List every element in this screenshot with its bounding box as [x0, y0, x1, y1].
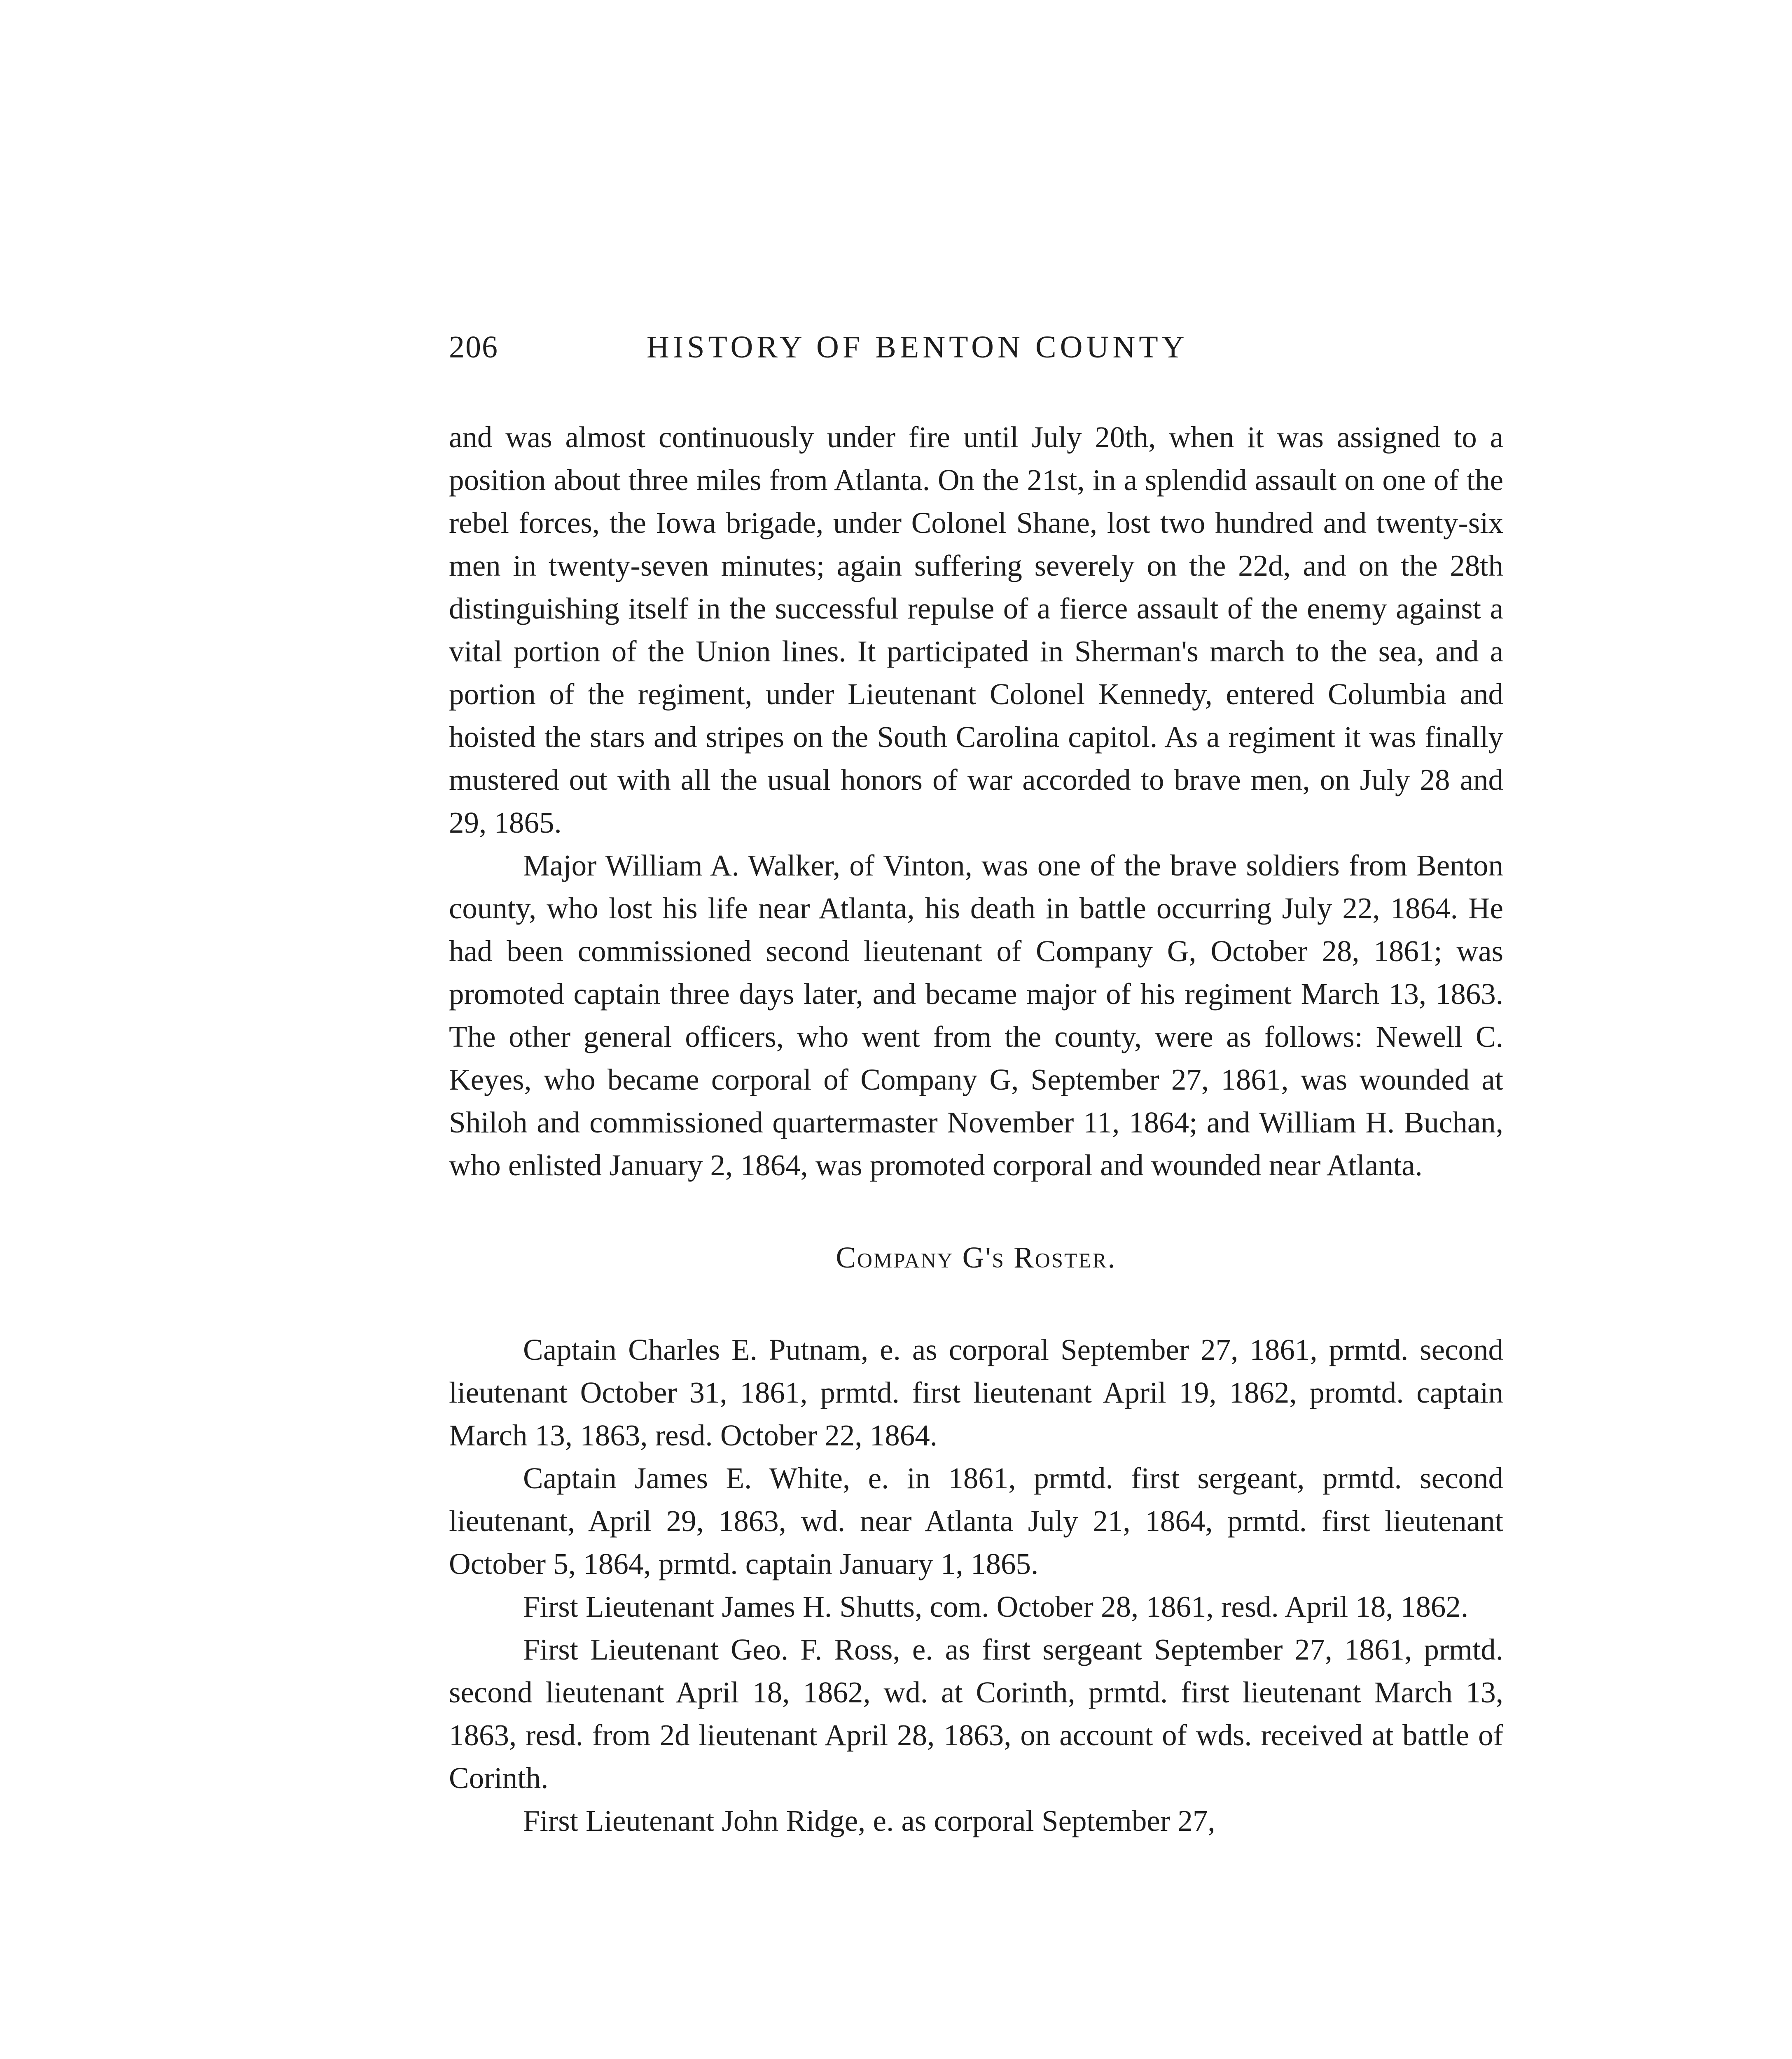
page-body [449, 416, 1503, 1842]
roster-entry: First Lieutenant Geo. F. Ross, e. as first sergeant September 27, 1861, prmtd. second lieutenant April 18, 1862, wd. at Corinth, prmtd. first lieutenant March 13, 1863, resd. from 2d lieutenant April 28, 1863, on account of wds. received at battle of Corinth. [449, 1633, 1503, 1795]
roster-entry: First Lieutenant James H. Shutts, com. October 28, 1861, resd. April 18, 1862. [523, 1590, 1469, 1623]
page-number: 206 [449, 330, 498, 364]
running-title: HISTORY OF BENTON COUNTY [647, 330, 1188, 364]
walker-paragraph: Major William A. Walker, of Vinton, was one of the brave soldiers from Benton county, who lost his life near Atlanta, his death in battle occurring July 22, 1864. He had been commissioned second lieutenant of Company G, October 28, 1861; was promoted captain three days later, and became major of his regiment March 13, 1863. The other general officers, who went from the county, were as follows: Newell C. Keyes, who became corporal of Company G, September 27, 1861, was wounded at Shiloh and commissioned quartermaster November 11, 1864; and William H. Buchan, who enlisted January 2, 1864, was promoted corporal and wounded near Atlanta. [449, 849, 1503, 1182]
roster-entry: Captain Charles E. Putnam, e. as corporal September 27, 1861, prmtd. second lieutenant October 31, 1861, prmtd. first lieutenant April 19, 1862, promtd. captain March 13, 1863, resd. October 22, 1864. [449, 1333, 1503, 1452]
section-heading: Company G's Roster. [836, 1241, 1117, 1274]
page-header [449, 329, 1503, 379]
continued-paragraph: and was almost continuously under fire until July 20th, when it was assigned to a position about three miles from Atlanta. On the 21st, in a splendid assault on one of the rebel forces, the Iowa brigade, under Colonel Shane, lost two hundred and twenty-six men in twenty-seven minutes; again suffering severely on the 22d, and on the 28th distinguishing itself in the successful repulse of a fierce assault of the enemy against a vital portion of the Union lines. It participated in Sherman's march to the sea, and a portion of the regiment, under Lieutenant Colonel Kennedy, entered Columbia and hoisted the stars and stripes on the South Carolina capitol. As a regiment it was finally mustered out with all the usual honors of war accorded to brave men, on July 28 and 29, 1865. [449, 420, 1503, 839]
roster-entry: First Lieutenant John Ridge, e. as corporal September 27, [523, 1804, 1215, 1837]
roster-entry: Captain James E. White, e. in 1861, prmtd. first sergeant, prmtd. second lieutenant, April 29, 1863, wd. near Atlanta July 21, 1864, prmtd. first lieutenant October 5, 1864, prmtd. captain January 1, 1865. [449, 1461, 1503, 1580]
